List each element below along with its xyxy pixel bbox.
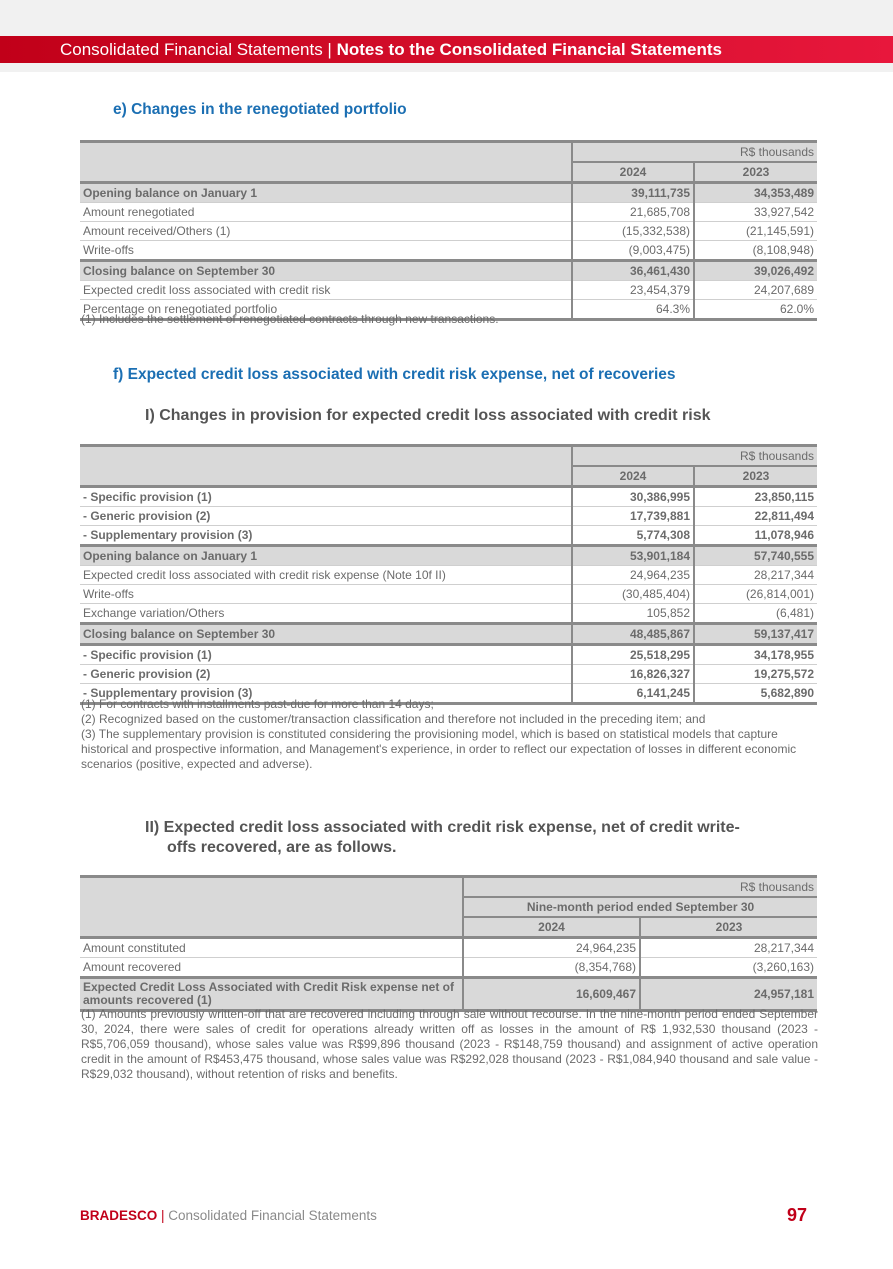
section-f-title: f) Expected credit loss associated with credit risk expense, net of recoveries: [113, 366, 676, 383]
row-label: Write-offs: [80, 585, 572, 604]
footer-brand: BRADESCO: [80, 1208, 158, 1223]
footnote: (2) Recognized based on the customer/transaction classification and therefore not included in the preceding item; and: [81, 712, 706, 726]
value-2023: 5,682,890: [694, 684, 817, 704]
table-row: [80, 241, 817, 261]
row-label: Expected Credit Loss Associated with Credit Risk expense net of amounts recovered (1): [80, 978, 463, 1011]
footer: [80, 1208, 377, 1223]
table-row: [80, 281, 817, 300]
value-2024: 21,685,708: [572, 203, 694, 222]
header-blank: [80, 446, 572, 487]
column-2023: 2023: [694, 162, 817, 183]
value-2023: 11,078,946: [694, 526, 817, 546]
table-row: [80, 546, 817, 566]
value-2023: 22,811,494: [694, 507, 817, 526]
table-header-units: [80, 446, 817, 467]
page-number: 97: [786, 1205, 807, 1225]
table-row: [80, 645, 817, 665]
header-blank: [80, 142, 572, 183]
value-2024: 5,774,308: [572, 526, 694, 546]
column-2023: 2023: [694, 466, 817, 487]
column-2024: 2024: [572, 466, 694, 487]
value-2023: 39,026,492: [694, 261, 817, 281]
table-row: [80, 487, 817, 507]
row-label: Write-offs: [80, 241, 572, 261]
row-label: Amount recovered: [80, 958, 463, 978]
table-row: [80, 222, 817, 241]
value-2023: 34,353,489: [694, 183, 817, 203]
row-label: Closing balance on September 30: [80, 261, 572, 281]
value-2024: (15,332,538): [572, 222, 694, 241]
row-label: Amount renegotiated: [80, 203, 572, 222]
value-2023: (26,814,001): [694, 585, 817, 604]
column-2024: 2024: [463, 917, 640, 938]
renegotiated-portfolio-table: [80, 140, 817, 321]
row-label: Opening balance on January 1: [80, 546, 572, 566]
table-row: [80, 665, 817, 684]
value-2023: 24,957,181: [640, 978, 817, 1011]
table-row: [80, 526, 817, 546]
value-2023: 28,217,344: [694, 566, 817, 585]
value-2024: 48,485,867: [572, 624, 694, 645]
value-2023: (21,145,591): [694, 222, 817, 241]
table-header-units: [80, 877, 817, 898]
table-row: [80, 585, 817, 604]
provision-changes-table: [80, 444, 817, 705]
table-row: [80, 978, 817, 1011]
value-2024: 23,454,379: [572, 281, 694, 300]
table-row: [80, 566, 817, 585]
value-2024: 53,901,184: [572, 546, 694, 566]
section-e-footnotes: [81, 312, 818, 327]
value-2024: 30,386,995: [572, 487, 694, 507]
footnote: (1) Includes the settlement of renegotiated contracts through new transactions.: [81, 312, 499, 326]
part2-title-line2: offs recovered, are as follows.: [167, 839, 397, 856]
row-label: - Supplementary provision (3): [80, 526, 572, 546]
table-row: [80, 604, 817, 624]
value-2024: 105,852: [572, 604, 694, 624]
value-2023: 34,178,955: [694, 645, 817, 665]
value-2023: (6,481): [694, 604, 817, 624]
row-label: Expected credit loss associated with credit risk expense (Note 10f II): [80, 566, 572, 585]
header-banner: [0, 36, 893, 63]
table-row: [80, 507, 817, 526]
value-2024: (8,354,768): [463, 958, 640, 978]
period-label: Nine-month period ended September 30: [463, 897, 817, 917]
value-2023: 28,217,344: [640, 938, 817, 958]
value-2023: 33,927,542: [694, 203, 817, 222]
value-2024: 25,518,295: [572, 645, 694, 665]
value-2023: 23,850,115: [694, 487, 817, 507]
value-2024: 16,609,467: [463, 978, 640, 1011]
footnote: (1) Amounts previously written-off that are recovered including through sale without recourse. In the nine-month period ended September 30, 2024, there were sales of credit for operations already written off as losses in the amount of R$ 1,932,530 thousand (2023 - R$5,706,059 thousand), whose sales value was R$99,896 thousand (2023 - R$148,759 thousand) and assignment of active operation credit in the amount of R$453,475 thousand, whose sales value was R$292,028 thousand (2023 - R$1,084,940 thousand and sale value - R$29,032 thousand), without retention of risks and benefits.: [81, 1007, 818, 1081]
column-2023: 2023: [640, 917, 817, 938]
row-label: - Supplementary provision (3): [80, 684, 572, 704]
table-row: [80, 183, 817, 203]
value-2024: 17,739,881: [572, 507, 694, 526]
value-2024: (9,003,475): [572, 241, 694, 261]
value-2024: 36,461,430: [572, 261, 694, 281]
value-2023: (3,260,163): [640, 958, 817, 978]
header-blank: [80, 877, 463, 938]
value-2023: 59,137,417: [694, 624, 817, 645]
units-label: R$ thousands: [572, 142, 817, 163]
value-2024: 16,826,327: [572, 665, 694, 684]
value-2024: 6,141,245: [572, 684, 694, 704]
section-e-title: e) Changes in the renegotiated portfolio: [113, 101, 407, 118]
part2-footnotes: [81, 1007, 818, 1082]
row-label: Amount received/Others (1): [80, 222, 572, 241]
part2-title-line1: II) Expected credit loss associated with credit risk expense, net of credit write-: [145, 819, 740, 836]
value-2024: 39,111,735: [572, 183, 694, 203]
table-row: [80, 261, 817, 281]
header-title: Notes to the Consolidated Financial Statements: [336, 40, 722, 59]
row-label: - Specific provision (1): [80, 645, 572, 665]
table-row: [80, 938, 817, 958]
table-header-units: [80, 142, 817, 163]
row-label: - Specific provision (1): [80, 487, 572, 507]
table-row: [80, 958, 817, 978]
footer-document: Consolidated Financial Statements: [168, 1208, 377, 1223]
table-row: [80, 203, 817, 222]
part2-title: [145, 818, 825, 858]
footnote: (1) For contracts with installments past-due for more than 14 days;: [81, 697, 434, 711]
value-2023: 19,275,572: [694, 665, 817, 684]
value-2024: 64.3%: [572, 300, 694, 320]
header-separator: |: [322, 40, 337, 59]
row-label: Opening balance on January 1: [80, 183, 572, 203]
row-label: - Generic provision (2): [80, 665, 572, 684]
value-2023: (8,108,948): [694, 241, 817, 261]
row-label: Amount constituted: [80, 938, 463, 958]
row-label: Expected credit loss associated with credit risk: [80, 281, 572, 300]
part1-title: I) Changes in provision for expected credit loss associated with credit risk: [145, 407, 711, 424]
footnote: (3) The supplementary provision is constituted considering the provisioning model, which is based on statistical models that capture historical and prospective information, and Management's experience, in order to reflect our expectation of losses in different economic scenarios (positive, expected and adverse).: [81, 727, 797, 771]
row-label: - Generic provision (2): [80, 507, 572, 526]
units-label: R$ thousands: [572, 446, 817, 467]
value-2023: 24,207,689: [694, 281, 817, 300]
value-2024: 24,964,235: [572, 566, 694, 585]
value-2023: 57,740,555: [694, 546, 817, 566]
column-2024: 2024: [572, 162, 694, 183]
footer-separator: |: [157, 1208, 169, 1223]
table-row: [80, 624, 817, 645]
row-label: Percentage on renegotiated portfolio: [80, 300, 572, 320]
value-2023: 62.0%: [694, 300, 817, 320]
expense-net-recoveries-table: [80, 875, 817, 1012]
row-label: Exchange variation/Others: [80, 604, 572, 624]
part1-footnotes: [81, 697, 818, 772]
header-section: Consolidated Financial Statements: [60, 40, 323, 59]
value-2024: (30,485,404): [572, 585, 694, 604]
row-label: Closing balance on September 30: [80, 624, 572, 645]
units-label: R$ thousands: [463, 877, 817, 898]
value-2024: 24,964,235: [463, 938, 640, 958]
